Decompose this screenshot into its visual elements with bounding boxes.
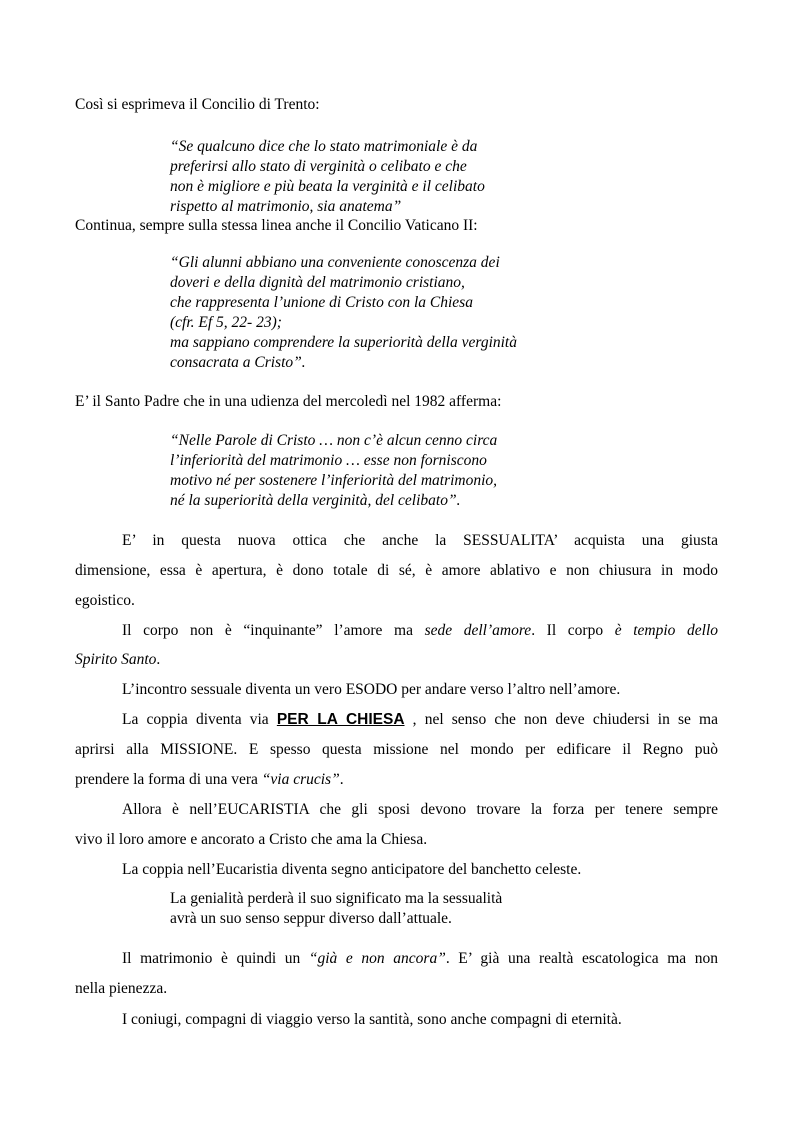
paragraph-sessualita-line: egoistico. [75,592,135,609]
text-span: . E’ già una realtà escatologica ma non [445,950,718,967]
quote-trento-line: “Se qualcuno dice che lo stato matrimoniale è da [170,138,478,155]
paragraph-coppia-line [75,770,344,790]
text-span: , nel senso che non deve chiudersi in se ma [404,711,718,728]
paragraph-eucaristia-line: Allora è nell’EUCARISTIA che gli sposi devono trovare la forza per tenere sempre [122,801,718,818]
indent-genialita-line: avrà un suo senso seppur diverso dall’attuale. [170,910,452,927]
quote-vaticano-line: “Gli alunni abbiano una conveniente conoscenza dei [170,254,500,271]
italic-span: Spirito Santo [75,651,157,668]
paragraph-corpo-line [122,621,718,641]
quote-padre-line: motivo né per sostenere l’inferiorità del matrimonio, [170,472,498,489]
italic-span: sede dell’amore [424,622,532,639]
paragraph-sessualita-line: dimensione, essa è apertura, è dono totale di sé, è amore ablativo e non chiusura in modo [75,562,718,579]
quote-vaticano-line: consacrata a Cristo”. [170,354,306,371]
paragraph-esodo: L’incontro sessuale diventa un vero ESODO per andare verso l’altro nell’amore. [122,681,621,698]
intro-vaticano: Continua, sempre sulla stessa linea anche il Concilio Vaticano II: [75,217,478,234]
quote-padre-line: né la superiorità della verginità, del celibato”. [170,492,461,509]
intro-padre: E’ il Santo Padre che in una udienza del mercoledì nel 1982 afferma: [75,393,502,410]
quote-vaticano-line: che rappresenta l’unione di Cristo con la Chiesa [170,294,473,311]
italic-span: “via crucis” [261,771,340,788]
highlight-per-la-chiesa: PER LA CHIESA [276,711,405,728]
quote-vaticano-line: (cfr. Ef 5, 22- 23); [170,314,282,331]
quote-padre-line: l’inferiorità del matrimonio … esse non forniscono [170,452,487,469]
paragraph-corpo-line [75,650,160,670]
paragraph-coppia-line: aprirsi alla MISSIONE. E spesso questa missione nel mondo per edificare il Regno può [75,741,718,758]
italic-span: “già e non ancora” [308,950,446,967]
quote-trento-line: rispetto al matrimonio, sia anatema” [170,198,402,215]
paragraph-coniugi: I coniugi, compagni di viaggio verso la santità, sono anche compagni di eternità. [122,1011,622,1028]
quote-vaticano-line: doveri e della dignità del matrimonio cristiano, [170,274,465,291]
paragraph-matrimonio-line [122,949,718,969]
text-span: . [156,651,161,668]
paragraph-banchetto: La coppia nell’Eucaristia diventa segno anticipatore del banchetto celeste. [122,861,582,878]
text-span: . [339,771,344,788]
indent-genialita-line: La genialità perderà il suo significato ma la sessualità [170,890,503,907]
text-span: prendere la forma di una vera [75,771,262,788]
paragraph-coppia-line [122,710,718,730]
quote-padre-line: “Nelle Parole di Cristo … non c’è alcun cenno circa [170,432,498,449]
text-span: Il matrimonio è quindi un [122,950,309,967]
quote-trento-line: preferirsi allo stato di verginità o celibato e che [170,158,467,175]
text-span: . Il corpo [531,622,615,639]
quote-vaticano-line: ma sappiano comprendere la superiorità della verginità [170,334,517,351]
text-span: Il corpo non è “inquinante” l’amore ma [122,622,425,639]
paragraph-sessualita-line: E’ in questa nuova ottica che anche la SESSUALITA’ acquista una giusta [122,532,718,549]
quote-trento-line: non è migliore e più beata la verginità e il celibato [170,178,485,195]
paragraph-matrimonio-line: nella pienezza. [75,980,168,997]
paragraph-eucaristia-line: vivo il loro amore e ancorato a Cristo che ama la Chiesa. [75,831,428,848]
italic-span: è tempio dello [614,622,719,639]
text-span: La coppia diventa via [122,711,277,728]
intro-trento: Così si esprimeva il Concilio di Trento: [75,96,320,113]
